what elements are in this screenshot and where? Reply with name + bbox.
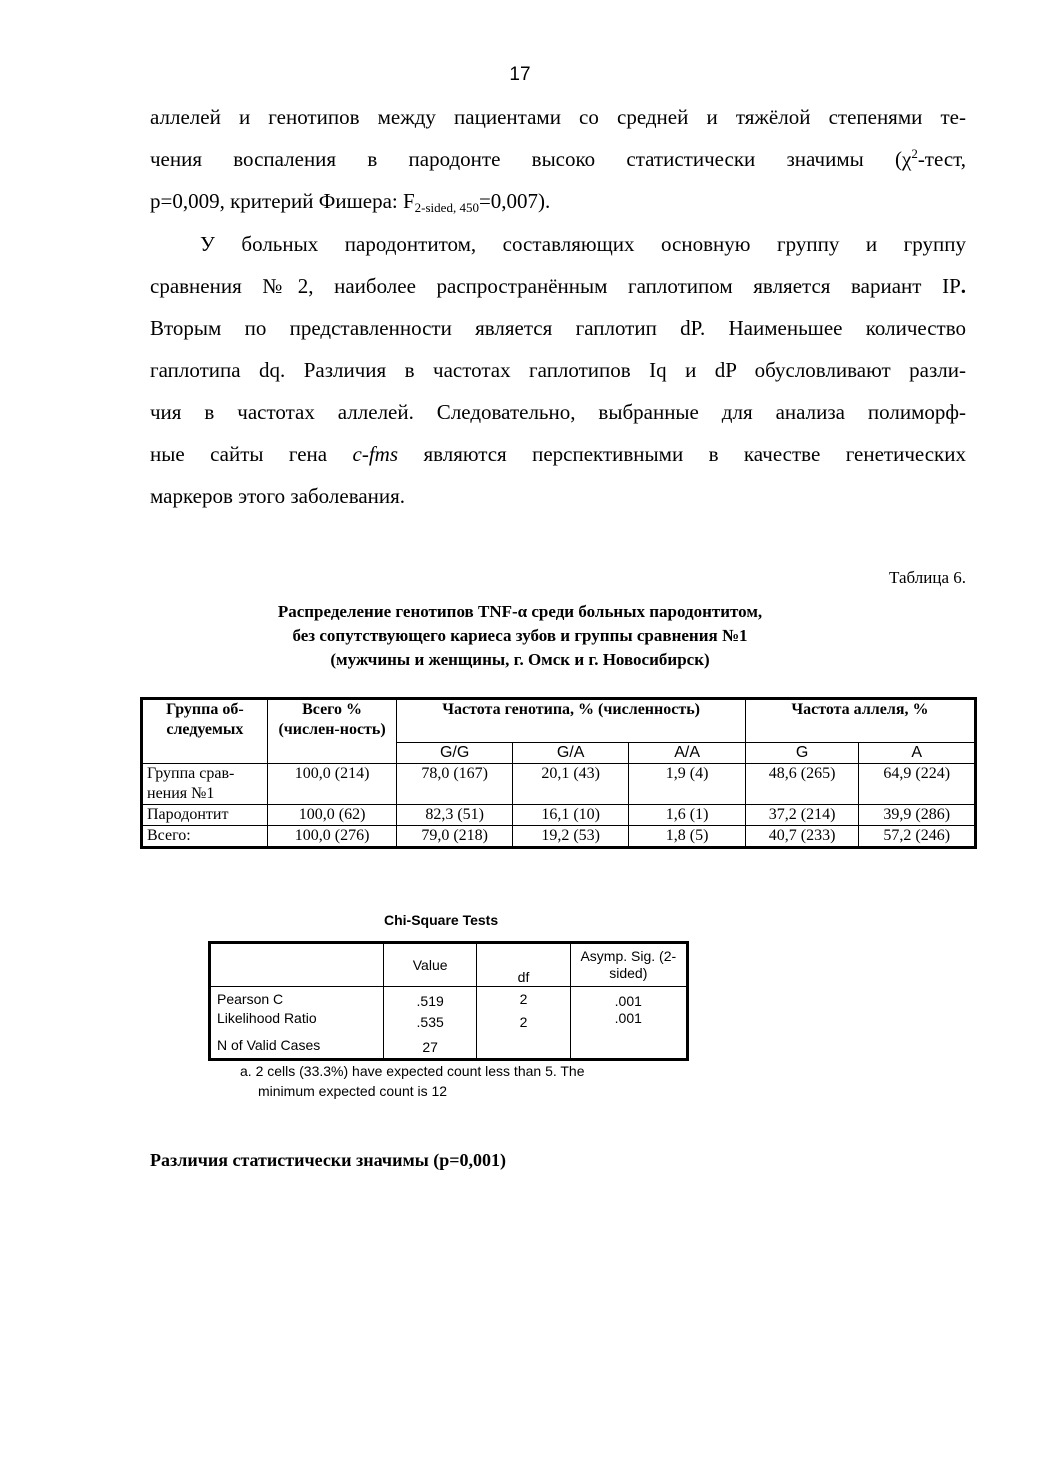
header-total: Всего % (числен-ность) xyxy=(267,699,397,764)
page-number: 17 xyxy=(509,64,531,85)
paragraph-line: аллелей и генотипов между пациентами со средней и тяжёлой степенями те- xyxy=(150,105,966,129)
table-row: Группа срав-нения №1 100,0 (214) 78,0 (167) 20,1 (43) 1,9 (4) 48,6 (265) 64,9 (224) xyxy=(142,764,976,805)
paragraph-2 xyxy=(150,223,966,517)
paragraph-1 xyxy=(150,96,966,222)
subheader-ga: G/A xyxy=(512,743,628,764)
chi-square-title: Chi-Square Tests xyxy=(384,912,499,928)
paragraph-line: чия в частотах аллелей. Следовательно, выбранные для анализа полиморф- xyxy=(150,400,966,424)
table-row: Likelihood Ratio .535 2 .001 xyxy=(210,1010,688,1031)
table-title: Распределение генотипов TNF-α среди больных пародонтитом, без сопутствующего кариеса зубов и группы сравнения №1 (мужчины и женщины, г. Омск и г. Новосибирск) xyxy=(277,602,763,669)
paragraph-line: Вторым по представленности является гаплотип dP. Наименьшее количество xyxy=(150,316,966,340)
table-row: Pearson C .519 2 .001 xyxy=(210,987,688,1011)
table-header-row xyxy=(142,699,976,743)
header-sig: Asymp. Sig. (2-sided) xyxy=(570,943,687,987)
paragraph-line: ные сайты гена c-fms являются перспективными в качестве генетических xyxy=(150,442,966,466)
genotype-table xyxy=(140,697,977,849)
header-value: Value xyxy=(383,943,476,987)
chi-square-table xyxy=(208,941,689,1061)
paragraph-line: У больных пародонтитом, составляющих основную группу и группу xyxy=(200,232,966,256)
table-label: Таблица 6. xyxy=(889,568,966,587)
chi-square-footnote: a. 2 cells (33.3%) have expected count less than 5. The minimum expected count is 12 xyxy=(240,1063,585,1099)
subheader-aa: A/A xyxy=(629,743,745,764)
header-genotype: Частота генотипа, % (численность) xyxy=(397,699,745,743)
table-row: Пародонтит 100,0 (62) 82,3 (51) 16,1 (10) 1,6 (1) 37,2 (214) 39,9 (286) xyxy=(142,805,976,826)
table-row: N of Valid Cases 27 xyxy=(210,1031,688,1060)
table-row: Всего: 100,0 (276) 79,0 (218) 19,2 (53) 1,8 (5) 40,7 (233) 57,2 (246) xyxy=(142,826,976,848)
subheader-a: A xyxy=(859,743,976,764)
header-allele: Частота аллеля, % xyxy=(745,699,975,743)
conclusion-text: Различия статистически значимы (p=0,001) xyxy=(150,1150,507,1170)
subheader-g: G xyxy=(745,743,859,764)
paragraph-line: сравнения №2, наиболее распространённым гаплотипом является вариант IP. xyxy=(150,274,966,298)
paragraph-line: чения воспаления в пародонте высоко статистически значимы ($\chi^2$-тест, xyxy=(150,146,966,171)
header-group: Группа об-следуемых xyxy=(142,699,268,764)
chi-header-row xyxy=(210,943,688,987)
paragraph-line: гаплотипа dq. Различия в частотах гаплотипов Iq и dP обусловливают разли- xyxy=(150,358,966,382)
subheader-gg: G/G xyxy=(397,743,513,764)
header-df: df xyxy=(477,943,570,987)
paragraph-line: p=0,009, критерий Фишера: $F_{2-sided, 450}=0,007$). xyxy=(150,189,551,215)
paragraph-line: маркеров этого заболевания. xyxy=(150,484,406,508)
